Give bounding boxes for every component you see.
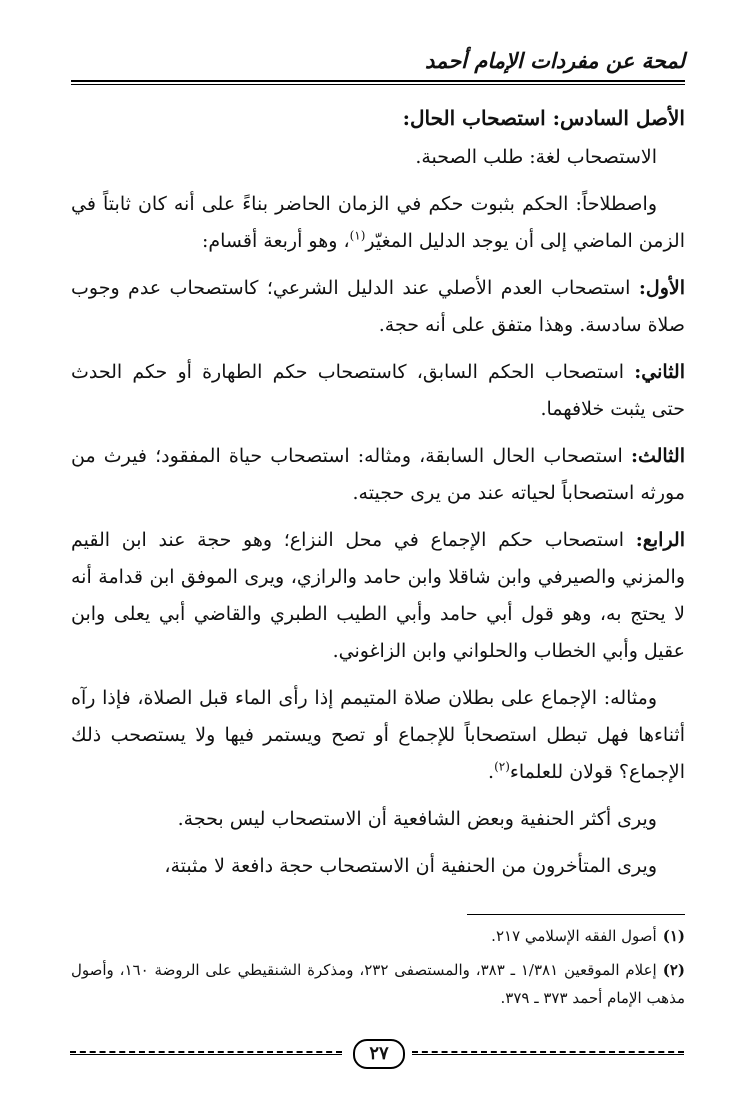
paragraph-first-type <box>71 270 685 344</box>
footnote-1 <box>71 922 685 950</box>
running-title: لمحة عن مفردات الإمام أحمد <box>425 48 685 73</box>
footnote-number: (٢) <box>662 961 686 979</box>
footnote-number: (١) <box>662 927 685 945</box>
footnote-ref-2[interactable]: (٢) <box>494 759 510 774</box>
section-heading: الأصل السادس: استصحاب الحال: <box>402 106 685 130</box>
paragraph-later-hanafi-view: ويرى المتأخرون من الحنفية أن الاستصحاب حجة دافعة لا مثبتة، <box>164 855 657 877</box>
paragraph-text: . <box>488 761 495 783</box>
footnote-ref-1[interactable]: (١) <box>349 228 366 243</box>
paragraph-text: ومثاله: الإجماع على بطلان صلاة المتيمم إذا رأى الماء قبل الصلاة، فإذا رآه أثناءها فهل تبطل استصحاباً للإجماع أو تصح ويستمر فيها ولا يستصحب ذلك الإجماع؟ قولان للعلماء <box>71 687 685 783</box>
paragraph-text: استصحاب الحال السابقة، ومثاله: استصحاب حياة المفقود؛ فيرث من مورثه استصحاباً لحياته عند من يرى حجيته. <box>71 445 685 504</box>
footnote-rule <box>467 914 685 915</box>
paragraph-text: استصحاب العدم الأصلي عند الدليل الشرعي؛ كاستصحاب عدم وجوب صلاة سادسة. وهذا متفق على أنه حجة. <box>71 277 685 336</box>
paragraph-third-type <box>71 438 685 512</box>
lead-word: الأول: <box>638 277 685 299</box>
main-text <box>71 100 685 895</box>
paragraph-example <box>71 680 685 791</box>
paragraph-hanafi-view: ويرى أكثر الحنفية وبعض الشافعية أن الاستصحاب ليس بحجة. <box>177 808 657 830</box>
header-rule <box>71 80 685 85</box>
footer-dashed-rule <box>70 1051 342 1055</box>
lead-word: الثالث: <box>630 445 685 467</box>
footer-dashed-rule <box>412 1051 684 1055</box>
paragraph-text: ، وهو أربعة أقسام: <box>201 230 350 252</box>
footnote-text: أصول الفقه الإسلامي ٢١٧. <box>491 927 657 945</box>
paragraph-second-type <box>71 354 685 428</box>
lead-word: الثاني: <box>634 361 685 383</box>
paragraph-definition-language: الاستصحاب لغة: طلب الصحبة. <box>415 146 657 168</box>
paragraph-text: استصحاب الحكم السابق، كاستصحاب حكم الطهارة أو حكم الحدث حتى يثبت خلافهما. <box>71 361 685 420</box>
paragraph-text: واصطلاحاً: الحكم بثبوت حكم في الزمان الحاضر بناءً على أنه كان ثابتاً في الزمن الماضي إلى أن يوجد الدليل المغيّر <box>71 193 685 252</box>
lead-word: الرابع: <box>635 529 685 551</box>
page-footer <box>70 1038 684 1068</box>
footnote-2 <box>71 956 685 1012</box>
footnotes <box>71 922 685 1018</box>
page-number: ٢٧ <box>353 1039 405 1069</box>
paragraph-text: استصحاب حكم الإجماع في محل النزاع؛ وهو حجة عند ابن القيم والمزني والصيرفي وابن شاقلا وابن حامد والرازي، ويرى الموفق ابن قدامة أنه لا يحتج به، وهو قول أبي حامد وأبي الطيب الطبري والقاضي أبي يعلى وابن عقيل وأبي الخطاب والحلواني وابن الزاغوني. <box>71 529 685 662</box>
footnote-text: إعلام الموقعين ١/٣٨١ ـ ٣٨٣، والمستصفى ٢٣٢، ومذكرة الشنقيطي على الروضة ١٦٠، وأصول مذهب الإمام أحمد ٣٧٣ ـ ٣٧٩. <box>71 961 685 1007</box>
paragraph-definition-term <box>71 186 685 260</box>
paragraph-fourth-type <box>71 522 685 670</box>
